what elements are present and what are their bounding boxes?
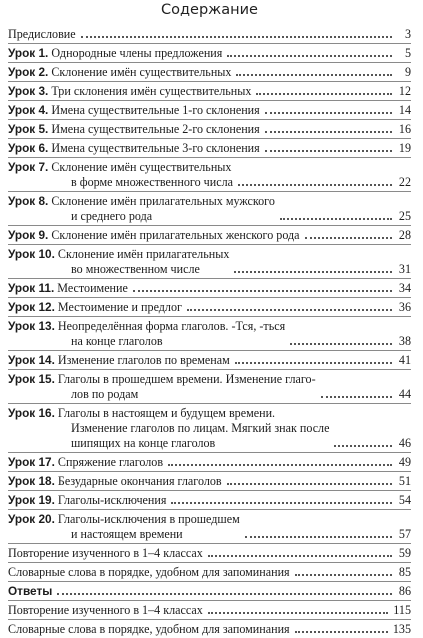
toc-entry	[8, 455, 411, 472]
toc-entry-title: Повторение изученного в 1–4 классах	[8, 546, 203, 560]
toc-entry-title: во множественном числе	[71, 262, 200, 276]
page-number: 5	[404, 46, 411, 60]
toc-entry-title: и среднего рода	[71, 209, 153, 223]
toc-entry	[8, 406, 411, 453]
toc-entry-title: в форме множественного числа	[71, 175, 233, 189]
toc-entry-line	[8, 512, 240, 527]
toc-entry-line	[8, 175, 233, 190]
toc-entry-title: Изменение глаголов по временам	[57, 353, 230, 367]
lesson-label: Урок 16.	[8, 406, 55, 420]
toc-entry-text	[8, 300, 182, 315]
toc-entry-title: Изменение глаголов по лицам. Мягкий знак после	[71, 421, 330, 435]
toc-entry-text	[8, 141, 260, 156]
dot-leader	[265, 131, 392, 133]
toc-entry-text	[8, 372, 316, 402]
toc-entry-line	[8, 474, 222, 489]
table-of-contents	[8, 27, 411, 638]
dot-leader	[305, 237, 392, 239]
dot-leader	[265, 112, 392, 114]
toc-entry-text	[8, 247, 229, 277]
dot-leader	[245, 536, 392, 538]
toc-entry	[8, 141, 411, 158]
toc-entry-line	[8, 247, 229, 262]
dot-leader	[171, 502, 392, 504]
toc-entry-text	[8, 474, 222, 489]
toc-entry-text	[8, 281, 128, 296]
toc-entry-title: на конце глаголов	[71, 334, 163, 348]
toc-entry-title: Словарные слова в порядке, удобном для запоминания	[8, 565, 290, 579]
page-number: 115	[393, 603, 411, 617]
toc-entry-line	[8, 546, 203, 561]
toc-entry-title: Имена существительные 3-го склонения	[51, 141, 260, 155]
toc-entry-title: шипящих на конце глаголов	[71, 436, 216, 450]
toc-entry-title: Склонение имён существительных	[51, 160, 232, 174]
page-number: 25	[398, 209, 411, 223]
toc-entry-text	[8, 27, 76, 42]
toc-entry-text	[8, 353, 230, 368]
toc-entry-text	[8, 84, 251, 99]
toc-entry-line	[8, 103, 260, 118]
toc-entry-title: Глаголы-исключения	[57, 493, 167, 507]
toc-entry	[8, 493, 411, 510]
toc-entry-title: и настоящем времени	[71, 527, 183, 541]
dot-leader	[236, 74, 392, 76]
dot-leader	[133, 290, 392, 292]
toc-entry	[8, 84, 411, 101]
toc-entry-line	[8, 353, 230, 368]
toc-entry-text	[8, 622, 290, 637]
toc-entry	[8, 584, 411, 601]
dot-leader	[234, 271, 392, 273]
page-number: 46	[398, 436, 411, 450]
dot-leader	[321, 396, 392, 398]
dot-leader	[168, 464, 392, 466]
toc-entry-line	[8, 527, 240, 542]
toc-entry	[8, 565, 411, 582]
dot-leader	[187, 309, 392, 311]
toc-entry	[8, 122, 411, 139]
toc-entry-text	[8, 160, 233, 190]
toc-entry-text	[8, 455, 163, 470]
lesson-label: Урок 1.	[8, 46, 49, 60]
page-number: 22	[398, 175, 411, 189]
toc-entry	[8, 27, 411, 44]
toc-entry-line	[8, 228, 300, 243]
toc-entry-title: Предисловие	[8, 27, 76, 41]
toc-entry-line	[8, 209, 275, 224]
page-number: 14	[398, 103, 411, 117]
toc-entry-text	[8, 603, 203, 618]
dot-leader	[295, 631, 388, 633]
toc-entry	[8, 474, 411, 491]
toc-entry-line	[8, 65, 231, 80]
toc-entry	[8, 281, 411, 298]
page-number: 49	[398, 455, 411, 469]
dot-leader	[208, 555, 392, 557]
page-number: 34	[398, 281, 411, 295]
dot-leader	[238, 184, 392, 186]
page-number: 3	[404, 27, 411, 41]
dot-leader	[295, 574, 392, 576]
dot-leader	[280, 218, 392, 220]
toc-entry	[8, 194, 411, 226]
page-number: 28	[398, 228, 411, 242]
dot-leader	[334, 445, 392, 447]
page-number: 41	[398, 353, 411, 367]
page-number: 12	[398, 84, 411, 98]
toc-entry	[8, 160, 411, 192]
toc-entry-title: Склонение имён прилагательных	[57, 247, 230, 261]
dot-leader	[208, 612, 388, 614]
toc-entry-line	[8, 46, 222, 61]
dot-leader	[227, 55, 392, 57]
toc-entry-text	[8, 493, 166, 508]
dot-leader	[227, 483, 392, 485]
dot-leader	[256, 93, 392, 95]
toc-entry	[8, 512, 411, 544]
toc-entry-line	[8, 281, 128, 296]
toc-entry-line	[8, 436, 329, 451]
lesson-label: Урок 5.	[8, 122, 49, 136]
toc-entry-line	[8, 421, 329, 436]
toc-entry-title: Местоимение и предлог	[57, 300, 182, 314]
page-number: 57	[398, 527, 411, 541]
toc-entry-text	[8, 194, 275, 224]
page-number: 16	[398, 122, 411, 136]
toc-entry-text	[8, 228, 300, 243]
dot-leader	[57, 593, 392, 595]
toc-entry-line	[8, 372, 316, 387]
page-number: 85	[398, 565, 411, 579]
lesson-label: Урок 4.	[8, 103, 49, 117]
toc-entry-line	[8, 160, 233, 175]
toc-entry-title: Неопределённая форма глаголов. -Тся, -ться	[57, 319, 286, 333]
toc-entry-title: Склонение имён прилагательных мужского	[51, 194, 275, 208]
lesson-label: Урок 7.	[8, 160, 49, 174]
toc-entry	[8, 546, 411, 563]
toc-entry-text	[8, 584, 52, 599]
dot-leader	[235, 362, 392, 364]
toc-entry-title: Безударные окончания глаголов	[57, 474, 222, 488]
toc-entry-text	[8, 565, 290, 580]
lesson-label: Урок 19.	[8, 493, 55, 507]
toc-entry	[8, 622, 411, 638]
page-number: 86	[398, 584, 411, 598]
toc-entry-title: Имена существительные 1-го склонения	[51, 103, 260, 117]
toc-entry-line	[8, 122, 260, 137]
page-number: 135	[392, 622, 411, 636]
toc-entry-line	[8, 455, 163, 470]
toc-entry-line	[8, 300, 182, 315]
page-number: 9	[404, 65, 411, 79]
toc-entry-line	[8, 622, 290, 637]
lesson-label: Урок 9.	[8, 228, 49, 242]
lesson-label: Урок 17.	[8, 455, 55, 469]
toc-entry-title: Три склонения имён существительных	[51, 84, 252, 98]
toc-entry	[8, 300, 411, 317]
toc-entry-text	[8, 103, 260, 118]
toc-entry-text	[8, 46, 222, 61]
toc-entry-title: Местоимение	[57, 281, 128, 295]
toc-entry-text	[8, 546, 203, 561]
lesson-label: Урок 14.	[8, 353, 55, 367]
dot-leader	[290, 343, 392, 345]
toc-entry-line	[8, 141, 260, 156]
page-number: 36	[398, 300, 411, 314]
lesson-label: Урок 6.	[8, 141, 49, 155]
lesson-label: Урок 18.	[8, 474, 55, 488]
toc-entry-title: Склонение имён существительных	[51, 65, 232, 79]
page-number: 31	[398, 262, 411, 276]
toc-entry-title: Глаголы в прошедшем времени. Изменение глаго-	[57, 372, 316, 386]
page-number: 59	[398, 546, 411, 560]
toc-entry-line	[8, 27, 76, 42]
toc-entry-line	[8, 406, 329, 421]
toc-entry-line	[8, 387, 316, 402]
toc-entry-line	[8, 262, 229, 277]
toc-entry-text	[8, 122, 260, 137]
page-number: 38	[398, 334, 411, 348]
page-number: 19	[398, 141, 411, 155]
toc-entry	[8, 353, 411, 370]
toc-entry-title: Однородные члены предложения	[51, 46, 223, 60]
toc-entry-text	[8, 65, 231, 80]
lesson-label: Урок 20.	[8, 512, 55, 526]
page-number: 44	[398, 387, 411, 401]
page-number: 51	[398, 474, 411, 488]
lesson-label: Урок 8.	[8, 194, 49, 208]
toc-entry-text	[8, 406, 329, 451]
lesson-label: Урок 12.	[8, 300, 55, 314]
toc-entry-line	[8, 194, 275, 209]
lesson-label: Урок 13.	[8, 319, 55, 333]
lesson-label: Урок 2.	[8, 65, 49, 79]
toc-entry-line	[8, 584, 52, 599]
toc-entry	[8, 372, 411, 404]
toc-entry-title: Глаголы-исключения в прошедшем	[57, 512, 240, 526]
toc-entry	[8, 228, 411, 245]
toc-entry-line	[8, 319, 285, 334]
toc-entry-line	[8, 84, 251, 99]
lesson-label: Ответы	[8, 584, 53, 598]
lesson-label: Урок 10.	[8, 247, 55, 261]
toc-entry	[8, 247, 411, 279]
dot-leader	[81, 36, 392, 38]
lesson-label: Урок 11.	[8, 281, 55, 295]
toc-entry-title: Повторение изученного в 1–4 классах	[8, 603, 203, 617]
toc-entry	[8, 603, 411, 620]
toc-entry-line	[8, 603, 203, 618]
toc-entry	[8, 103, 411, 120]
lesson-label: Урок 3.	[8, 84, 49, 98]
dot-leader	[265, 150, 392, 152]
toc-entry	[8, 46, 411, 63]
toc-entry-text	[8, 512, 240, 542]
toc-entry	[8, 65, 411, 82]
toc-entry-title: Спряжение глаголов	[57, 455, 164, 469]
toc-entry-title: Глаголы в настоящем и будущем времени.	[57, 406, 276, 420]
toc-entry-title: Словарные слова в порядке, удобном для запоминания	[8, 622, 290, 636]
toc-entry-line	[8, 565, 290, 580]
toc-entry	[8, 319, 411, 351]
lesson-label: Урок 15.	[8, 372, 55, 386]
page-title: Содержание	[161, 2, 258, 18]
toc-entry-line	[8, 334, 285, 349]
toc-entry-title: лов по родам	[71, 387, 139, 401]
toc-entry-title: Склонение имён прилагательных женского рода	[51, 228, 300, 242]
toc-entry-text	[8, 319, 285, 349]
page-number: 54	[398, 493, 411, 507]
toc-entry-line	[8, 493, 166, 508]
toc-entry-title: Имена существительные 2-го склонения	[51, 122, 260, 136]
